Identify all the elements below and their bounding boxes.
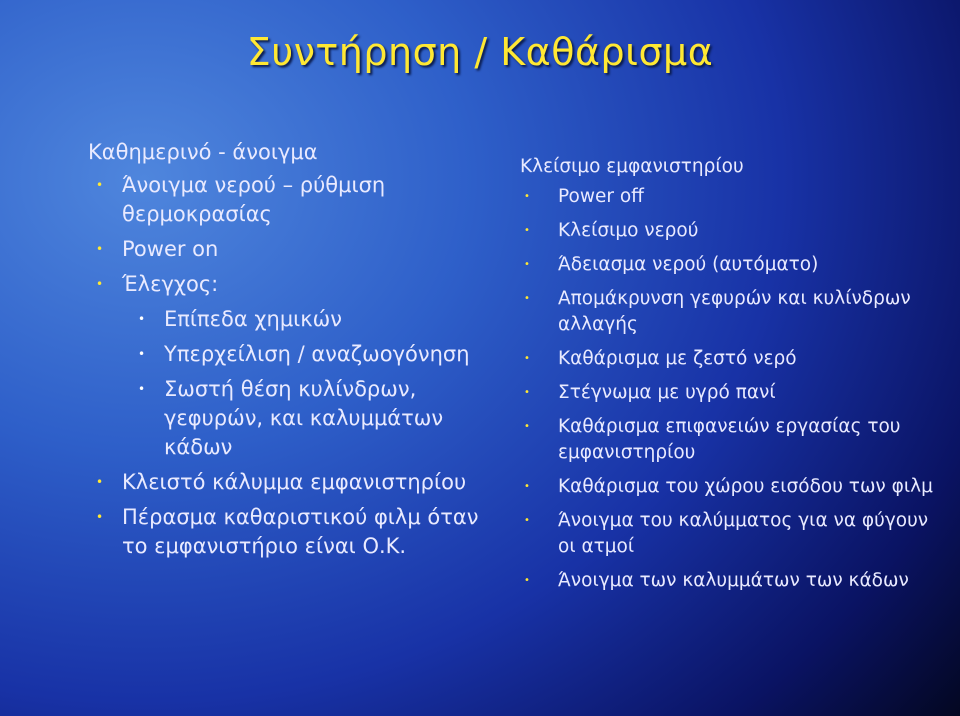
list-item: • Καθάρισμα επιφανειών εργασίας του εμφανιστηρίου xyxy=(524,416,901,463)
bullet-icon: • xyxy=(524,387,530,398)
bullet-icon: • xyxy=(524,259,530,270)
list-item: • Άνοιγμα νερού – ρύθμιση θερμοκρασίας xyxy=(96,173,386,226)
sub-list-item: • Σωστή θέση κυλίνδρων, γεφυρών, και καλυμμάτων κάδων xyxy=(138,377,444,459)
bullet-icon: • xyxy=(96,277,104,291)
sub-list-item: • Υπερχείλιση / αναζωογόνηση xyxy=(88,340,488,369)
list-item: • Καθάρισμα του χώρου εισόδου των φιλμ xyxy=(520,474,940,500)
bullet-icon: • xyxy=(138,382,146,396)
bullet-icon: • xyxy=(524,421,530,432)
list-item: • Κλειστό κάλυμμα εμφανιστηρίου xyxy=(88,468,488,497)
bullet-icon: • xyxy=(138,312,146,326)
sub-list-item: • Επίπεδα χημικών xyxy=(88,305,488,334)
bullet-icon: • xyxy=(524,515,530,526)
bullet-icon: • xyxy=(138,347,146,361)
left-heading: Καθημερινό - άνοιγμα xyxy=(88,140,318,164)
list-item: • Άδειασμα νερού (αυτόματο) xyxy=(520,252,940,278)
bullet-icon: • xyxy=(524,353,530,364)
slide-title: Συντήρηση / Καθάρισμα xyxy=(246,30,714,74)
list-item: • Απομάκρυνση γεφυρών και κυλίνδρων αλλαγής xyxy=(524,288,911,335)
bullet-icon: • xyxy=(96,510,104,524)
list-item: • Κλείσιμο νερού xyxy=(520,218,940,244)
bullet-icon: • xyxy=(96,475,104,489)
bullet-icon: • xyxy=(96,242,104,256)
bullet-icon: • xyxy=(96,178,104,192)
right-list xyxy=(520,184,940,594)
list-item: • Power off xyxy=(520,184,940,210)
right-heading: Κλείσιμο εμφανιστηρίου xyxy=(520,156,744,177)
right-column xyxy=(520,154,940,602)
list-item: • Καθάρισμα με ζεστό νερό xyxy=(520,346,940,372)
list-item: • Άνοιγμα των καλυμμάτων των κάδων xyxy=(520,568,940,594)
bullet-icon: • xyxy=(524,293,530,304)
bullet-icon: • xyxy=(524,481,530,492)
list-item: • Πέρασμα καθαριστικού φιλμ όταν το εμφανιστήριο είναι Ο.Κ. xyxy=(96,505,479,558)
list-item: • Έλεγχος: xyxy=(88,270,488,299)
bullet-icon: • xyxy=(524,191,530,202)
left-list xyxy=(88,171,488,561)
bullet-icon: • xyxy=(524,225,530,236)
bullet-icon: • xyxy=(524,575,530,586)
list-item: • Άνοιγμα του καλύμματος για να φύγουν οι ατμοί xyxy=(524,510,929,557)
left-column xyxy=(88,138,488,567)
list-item: • Στέγνωμα με υγρό πανί xyxy=(520,380,940,406)
list-item: • Power on xyxy=(88,235,488,264)
